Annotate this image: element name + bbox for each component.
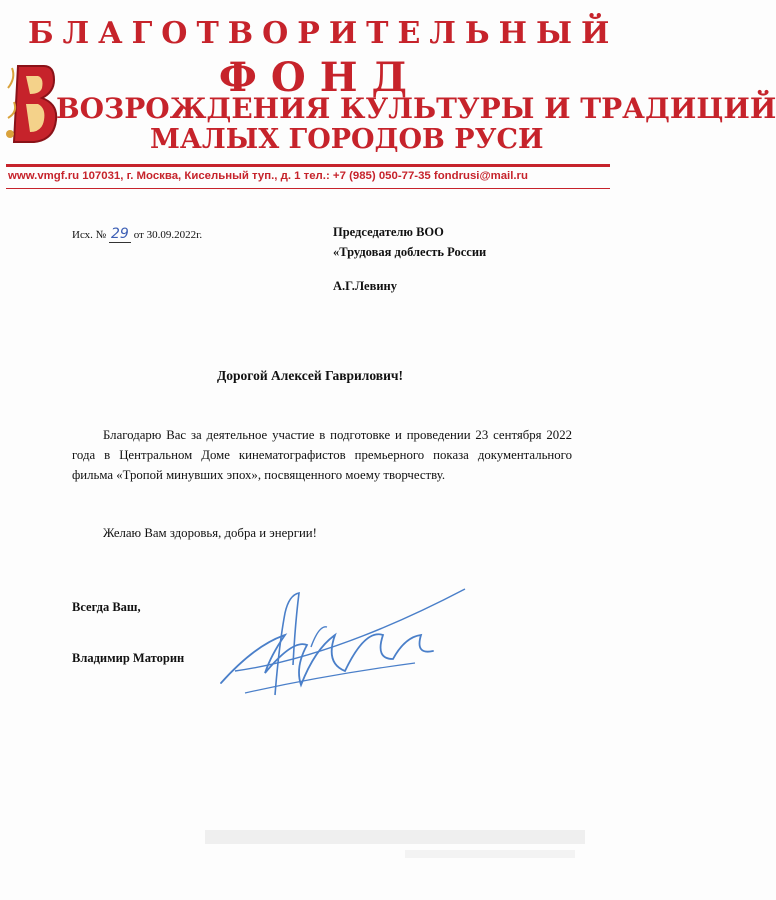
addressee-line-1: Председателю ВОО [333,225,444,239]
outgoing-reference [72,226,202,243]
signer-name: Владимир Маторин [72,651,185,665]
outgoing-date: 30.09.2022г. [146,229,203,241]
letterhead-divider-bottom [6,188,610,189]
outgoing-label: Исх. № [72,229,107,241]
bleed-through-mark [205,826,585,866]
letterhead-line-1: БЛАГОТВОРИТЕЛЬНЫЙ [28,16,619,51]
letter-wishes: Желаю Вам здоровья, добра и энергии! [103,526,317,540]
letterhead-line-2: ФОНД [218,54,422,101]
addressee-block [333,222,486,296]
closing-phrase: Всегда Ваш, [72,600,141,614]
contact-line: www.vmgf.ru 107031, г. Москва, Кисельный туп., д. 1 тел.: +7 (985) 050-77-35 fondrusi@mail.ru [8,170,528,182]
letterhead-line-3: ВОЗРОЖДЕНИЯ КУЛЬТУРЫ И ТРАДИЦИЙ [56,92,776,125]
outgoing-from-label: от [133,229,144,241]
letter-body: Благодарю Вас за деятельное участие в подготовке и проведении 23 сентября 2022 года в Центральном Доме кинематографистов премьерного показа документального фильма «Тропой минувших эпох», посвященного моему творчеству. [72,428,572,482]
ornamental-initial-icon [4,58,60,148]
addressee-name: А.Г.Левину [333,279,398,293]
handwritten-signature [215,575,470,705]
letterhead-line-4: МАЛЫХ ГОРОДОВ РУСИ [150,124,544,155]
addressee-line-2: «Трудовая доблесть России [333,245,487,259]
letterhead-divider [6,164,610,167]
outgoing-number: 29 [109,226,131,243]
letterhead [0,0,776,200]
salutation: Дорогой Алексей Гаврилович! [217,368,403,383]
